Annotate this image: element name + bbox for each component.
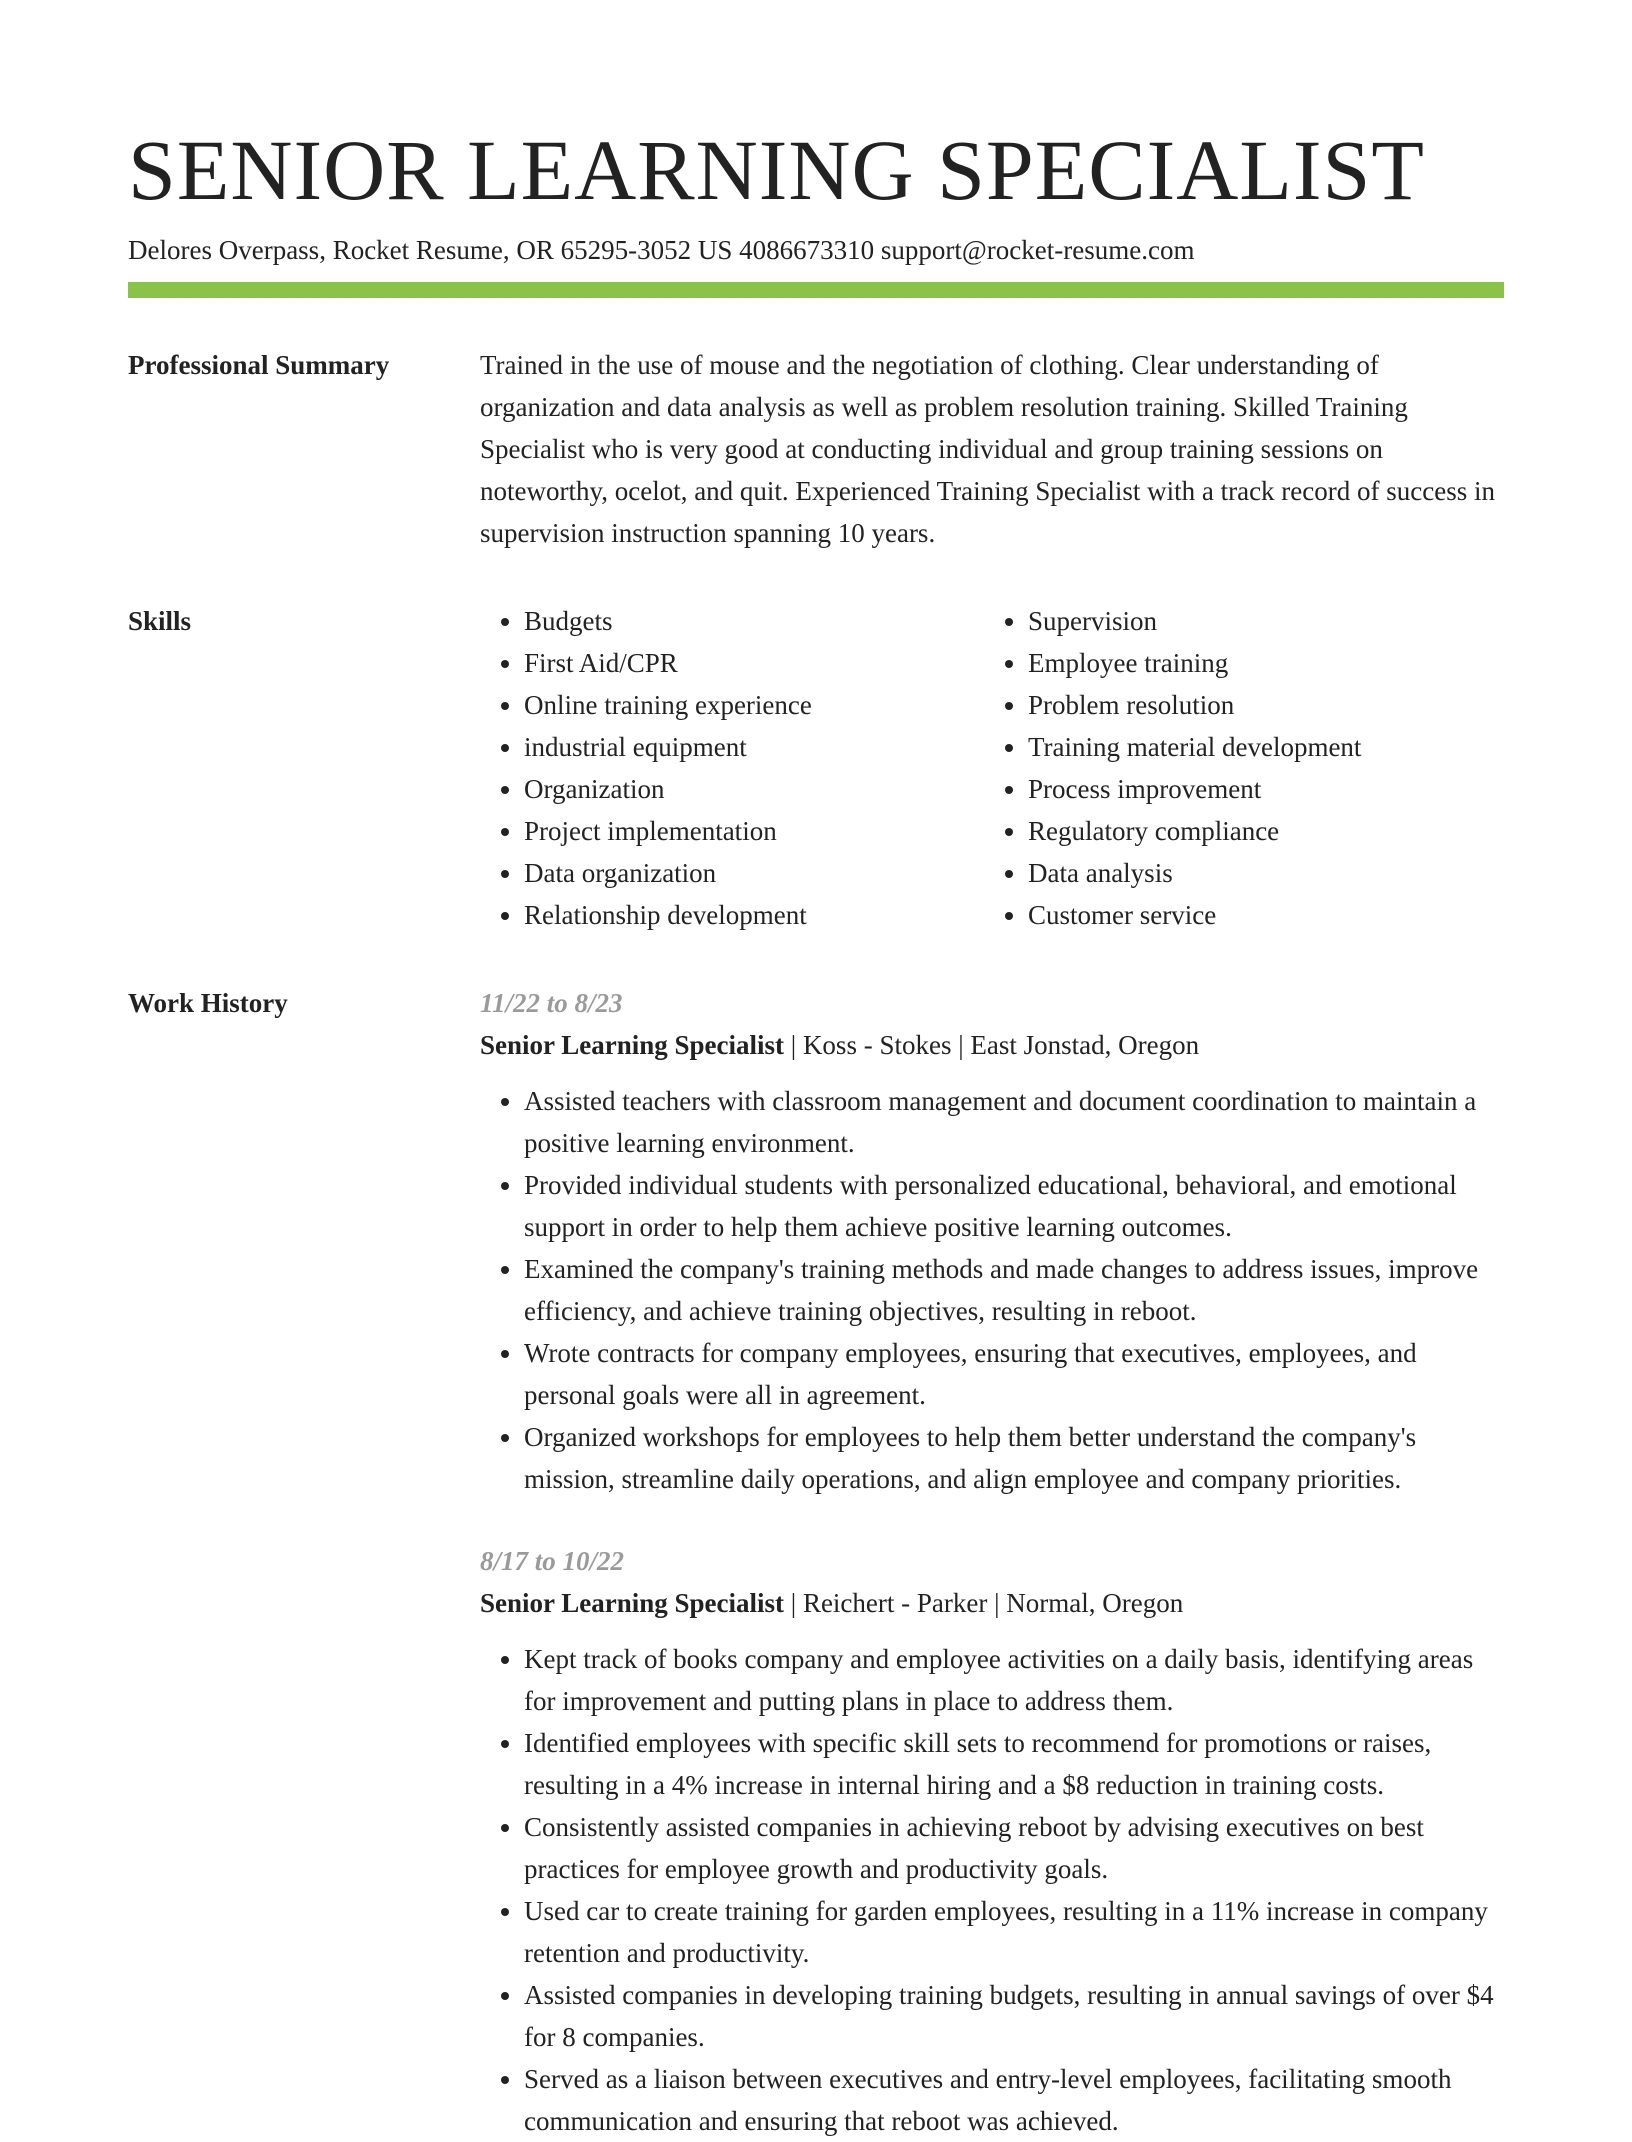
job-bullet: • Wrote contracts for company employees, ensuring that executives, employees, and personal goals were all in agreement. [524, 1332, 1504, 1416]
summary-body [480, 344, 1504, 554]
summary-text: Trained in the use of mouse and the negotiation of clothing. Clear understanding of organization and data analysis as well as problem resolution training. Skilled Training Specialist who is very good at conducting individual and group training sessions on noteworthy, ocelot, and quit. Experienced Training Specialist with a track record of success in supervision instruction spanning 10 years. [480, 350, 1495, 548]
job-bullets [480, 1080, 1504, 1500]
job-bullets [480, 1638, 1504, 2142]
skill-item: • Process improvement [1028, 768, 1528, 810]
job-bullet: • Assisted companies in developing training budgets, resulting in annual savings of over $4 for 8 companies. [524, 1974, 1504, 2058]
job-bullet: • Identified employees with specific skill sets to recommend for promotions or raises, resulting in a 4% increase in internal hiring and a $8 reduction in training costs. [524, 1722, 1504, 1806]
job-bullet: • Kept track of books company and employee activities on a daily basis, identifying areas for improvement and putting plans in place to address them. [524, 1638, 1504, 1722]
skill-item: • Customer service [1028, 894, 1528, 936]
work-history-heading: Work History [128, 988, 288, 1018]
skills-column-1 [480, 600, 984, 936]
skill-item: • Project implementation [524, 810, 984, 852]
contact-line [128, 232, 1504, 268]
skills-body [480, 600, 1528, 936]
skill-item: • First Aid/CPR [524, 642, 984, 684]
job-entry [480, 1540, 1504, 2142]
job-bullet: • Examined the company's training methods and made changes to address issues, improve efficiency, and achieve training objectives, resulting in reboot. [524, 1248, 1504, 1332]
work-history-body [480, 982, 1504, 2142]
skill-item: • Employee training [1028, 642, 1528, 684]
summary-section [128, 344, 1504, 554]
job-bullet: • Served as a liaison between executives and entry-level employees, facilitating smooth communication and ensuring that reboot was achieved. [524, 2058, 1504, 2142]
resume-title: SENIOR LEARNING SPECIALIST [128, 122, 1425, 218]
skill-item: • Relationship development [524, 894, 984, 936]
contact-address: Delores Overpass, Rocket Resume, OR 65295-3052 US [128, 235, 733, 265]
job-location: | East Jonstad, Oregon [951, 1030, 1199, 1060]
job-bullet: • Assisted teachers with classroom management and document coordination to maintain a positive learning environment. [524, 1080, 1504, 1164]
skill-item: • Problem resolution [1028, 684, 1528, 726]
job-title: Senior Learning Specialist [480, 1588, 785, 1618]
skill-item: • Supervision [1028, 600, 1528, 642]
work-history-section [128, 982, 1504, 2142]
skills-heading: Skills [128, 606, 192, 636]
skills-column-2 [984, 600, 1528, 936]
job-company: | Koss - Stokes [784, 1030, 951, 1060]
skill-item: • Regulatory compliance [1028, 810, 1528, 852]
job-heading [480, 1582, 1504, 1624]
job-location: | Normal, Oregon [987, 1588, 1183, 1618]
skill-item: • Data organization [524, 852, 984, 894]
job-entry [480, 982, 1504, 1500]
skill-item: • industrial equipment [524, 726, 984, 768]
skill-item: • Data analysis [1028, 852, 1528, 894]
skills-section [128, 600, 1504, 936]
job-title: Senior Learning Specialist [480, 1030, 785, 1060]
skill-item: • Budgets [524, 600, 984, 642]
job-company: | Reichert - Parker [784, 1588, 987, 1618]
job-bullet: • Organized workshops for employees to help them better understand the company's mission, streamline daily operations, and align employee and company priorities. [524, 1416, 1504, 1500]
resume-page [128, 120, 1504, 2142]
job-dates: 8/17 to 10/22 [480, 1546, 625, 1576]
contact-phone: 4086673310 [739, 235, 875, 265]
skill-item: • Organization [524, 768, 984, 810]
job-bullet: • Used car to create training for garden employees, resulting in a 11% increase in company retention and productivity. [524, 1890, 1504, 1974]
summary-heading: Professional Summary [128, 350, 390, 380]
skill-item: • Training material development [1028, 726, 1528, 768]
skill-item: • Online training experience [524, 684, 984, 726]
contact-email: support@rocket-resume.com [880, 235, 1195, 265]
accent-divider [128, 282, 1504, 298]
job-heading [480, 1024, 1504, 1066]
job-dates: 11/22 to 8/23 [480, 988, 623, 1018]
job-bullet: • Consistently assisted companies in achieving reboot by advising executives on best practices for employee growth and productivity goals. [524, 1806, 1504, 1890]
job-bullet: • Provided individual students with personalized educational, behavioral, and emotional support in order to help them achieve positive learning outcomes. [524, 1164, 1504, 1248]
